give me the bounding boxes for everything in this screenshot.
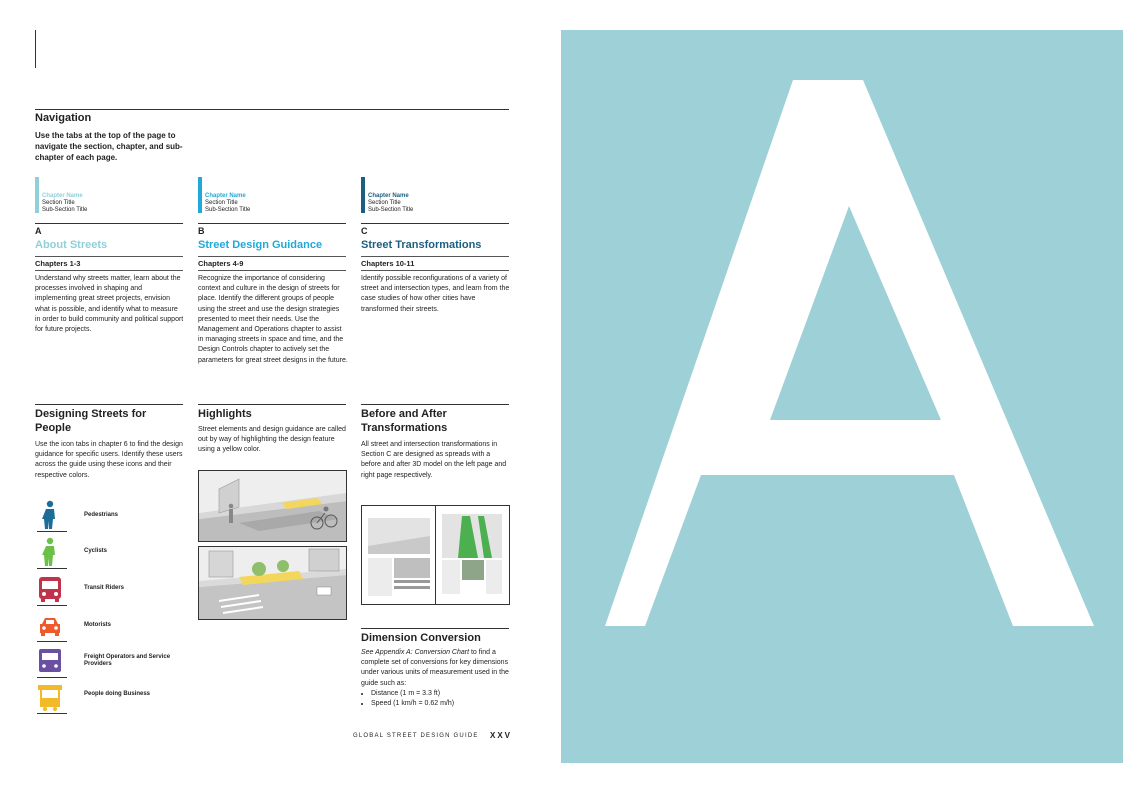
tab-sub-section-title: Sub-Section Title — [42, 207, 88, 213]
tab-sub-section-title: Sub-Section Title — [205, 207, 251, 213]
legend-pedestrians — [37, 500, 167, 530]
section-rule — [361, 223, 509, 224]
big-letter-a-graphic — [561, 30, 1123, 763]
highlights-title: Highlights — [198, 408, 252, 420]
legend-divider — [37, 677, 67, 678]
chapters-rule — [35, 256, 183, 257]
dimension-body — [361, 648, 509, 709]
section-chapters: Chapters 10-11 — [361, 259, 415, 268]
lower-rule — [198, 404, 346, 405]
section-letter: A — [35, 226, 42, 236]
chapters-rule — [361, 256, 509, 257]
legend-divider — [37, 568, 67, 569]
dimension-title: Dimension Conversion — [361, 632, 481, 644]
section-rule — [198, 223, 346, 224]
before-after-body: All street and intersection transformations in Section C are designed as spreads with a before and after 3D model on the left page and right page respectively. — [361, 441, 507, 479]
tab-color-bar — [361, 177, 365, 213]
margin-marker — [35, 30, 36, 68]
legend-label: Motorists — [84, 622, 111, 628]
bus-icon — [37, 574, 63, 604]
designing-body: Use the icon tabs in chapter 6 to find the design guidance for specific users. Identify these users across the guide using these icons and their respective colors. — [35, 441, 183, 479]
tab-color-bar — [35, 177, 39, 213]
legend-business — [37, 683, 167, 713]
pedestrian-icon — [37, 500, 63, 530]
tab-section-title: Section Title — [42, 200, 75, 206]
footer-guide-title: GLOBAL STREET DESIGN GUIDE — [353, 733, 479, 739]
tab-section-title: Section Title — [205, 200, 238, 206]
truck-icon — [37, 646, 63, 676]
legend-cyclists — [37, 537, 167, 567]
dimension-bullets — [361, 689, 509, 709]
legend-divider — [37, 531, 67, 532]
section-title: Street Transformations — [361, 239, 482, 251]
dimension-bullet: • Distance (1 m = 3.3 ft) — [371, 689, 509, 699]
legend-transit-riders — [37, 574, 167, 604]
legend-label: Cyclists — [84, 548, 108, 554]
tab-section-title: Section Title — [368, 200, 401, 206]
tab-chapter-name: Chapter Name — [42, 193, 83, 199]
chapters-rule — [198, 256, 346, 257]
vendor-cart-icon — [37, 683, 63, 713]
section-letter: C — [361, 226, 368, 236]
section-letter: B — [198, 226, 205, 236]
navigation-title: Navigation — [35, 112, 92, 124]
highlights-body: Street elements and design guidance are called out by way of highlighting the design feature using a yellow color. — [198, 426, 346, 454]
tab-chapter-name: Chapter Name — [205, 193, 246, 199]
highlight-illustration-intersection — [198, 546, 347, 620]
section-rule — [35, 223, 183, 224]
lower-rule — [361, 404, 509, 405]
chapters-rule — [361, 270, 509, 271]
designing-title: Designing Streets for People — [35, 408, 147, 434]
section-body: Understand why streets matter, learn about the processes involved in shaping and implementing great street projects, envision what is possible, and identify what to measure in order to build community and political support for future projects. — [35, 275, 184, 334]
legend-label: People doing Business — [84, 691, 151, 697]
page-number: XXV — [490, 731, 513, 740]
dimension-body-text: to find a complete set of conversions for key dimensions under various units of measurement used in the guide such as: — [361, 649, 509, 687]
section-title: Street Design Guidance — [198, 239, 323, 251]
cyclist-icon — [37, 537, 63, 567]
legend-motorists — [37, 611, 167, 641]
legend-freight — [37, 646, 171, 676]
section-chapters: Chapters 1-3 — [35, 259, 81, 268]
tab-sub-section-title: Sub-Section Title — [368, 207, 414, 213]
lower-rule — [35, 404, 183, 405]
before-after-title: Before and After Transformations — [361, 408, 448, 434]
legend-divider — [37, 713, 67, 714]
highlight-illustration-street — [198, 470, 347, 542]
dimension-appendix-reference: See Appendix A: Conversion Chart — [361, 649, 470, 656]
navigation-rule — [35, 109, 509, 110]
before-after-spread-thumbnail — [361, 505, 510, 605]
chapters-rule — [35, 270, 183, 271]
section-body: Recognize the importance of considering context and culture in the design of streets for place. Identify the different groups of people using the street and use the design strategies presented to meet their needs. Use the Management and Operations chapter to assist in managing streets in space and time, and the Design Controls chapter to actively set the parameters for great street designs in the future. — [198, 275, 348, 364]
tab-color-bar — [198, 177, 202, 213]
section-body: Identify possible reconfigurations of a variety of street and intersection types, and learn from the case studies of how other cities have transformed their streets. — [361, 275, 510, 313]
legend-divider — [37, 605, 67, 606]
navigation-description: Use the tabs at the top of the page to navigate the section, chapter, and sub-chapter of each page. — [35, 131, 183, 162]
section-title: About Streets — [35, 239, 108, 251]
tab-chapter-name: Chapter Name — [368, 193, 409, 199]
section-a-cover-panel — [561, 30, 1123, 763]
dimension-rule — [361, 628, 509, 629]
legend-label: Transit Riders — [84, 585, 125, 591]
legend-label: Freight Operators and Service Providers — [84, 654, 171, 667]
car-icon — [37, 611, 63, 641]
chapters-rule — [198, 270, 346, 271]
legend-label: Pedestrians — [84, 512, 119, 518]
legend-divider — [37, 641, 67, 642]
section-chapters: Chapters 4-9 — [198, 259, 244, 268]
dimension-bullet: • Speed (1 km/h = 0.62 m/h) — [371, 699, 509, 709]
